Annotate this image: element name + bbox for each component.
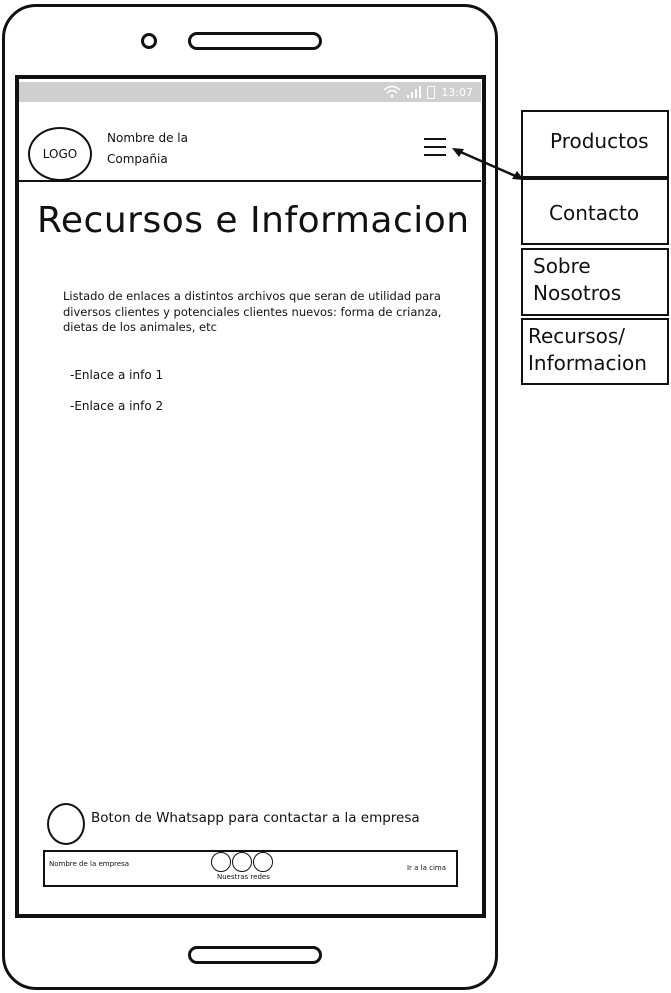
logo-label: LOGO: [42, 147, 78, 161]
double-arrow-icon: [450, 144, 526, 184]
social-icon[interactable]: [211, 852, 231, 872]
status-icons: [383, 82, 473, 102]
menu-item-label: Contacto: [549, 201, 640, 225]
menu-item-contacto[interactable]: [521, 178, 669, 245]
menu-item-label: Recursos/ Informacion: [528, 324, 647, 375]
logo[interactable]: [28, 127, 92, 181]
back-to-top-link[interactable]: Ir a la cima: [406, 864, 446, 872]
wifi-icon: [383, 85, 401, 99]
social-icon[interactable]: [253, 852, 273, 872]
status-time: 13:07: [441, 85, 473, 99]
whatsapp-label: Boton de Whatsapp para contactar a la empresa: [91, 810, 420, 826]
social-icons: [211, 852, 274, 872]
header-divider: [19, 180, 481, 182]
footer-socials-label: Nuestras redes: [217, 873, 270, 881]
social-icon[interactable]: [232, 852, 252, 872]
whatsapp-button-icon[interactable]: [47, 803, 85, 845]
status-bar: [19, 82, 481, 102]
hamburger-menu-icon[interactable]: [424, 138, 446, 158]
menu-item-recursos[interactable]: [521, 318, 669, 385]
info-link-2[interactable]: -Enlace a info 2: [70, 399, 164, 413]
info-link-1[interactable]: -Enlace a info 1: [70, 368, 164, 382]
footer: [43, 850, 458, 887]
company-name: Nombre de la Compañia: [107, 131, 188, 166]
menu-item-label: Productos: [550, 129, 649, 153]
footer-company: Nombre de la empresa: [49, 860, 130, 868]
camera-icon: [141, 33, 157, 49]
intro-text: Listado de enlaces a distintos archivos que seran de utilidad para diversos clientes y potenciales clientes nuevos: forma de crianza, dietas de los animales, etc: [63, 289, 442, 334]
speaker-slot: [188, 32, 322, 50]
battery-icon: [427, 86, 435, 99]
signal-icon: [407, 86, 421, 98]
home-button[interactable]: [188, 946, 322, 964]
menu-item-sobre-nosotros[interactable]: [521, 248, 669, 316]
page-title: Recursos e Informacion: [37, 200, 470, 241]
menu-item-label: Sobre Nosotros: [533, 254, 622, 305]
menu-item-productos[interactable]: [521, 110, 669, 178]
